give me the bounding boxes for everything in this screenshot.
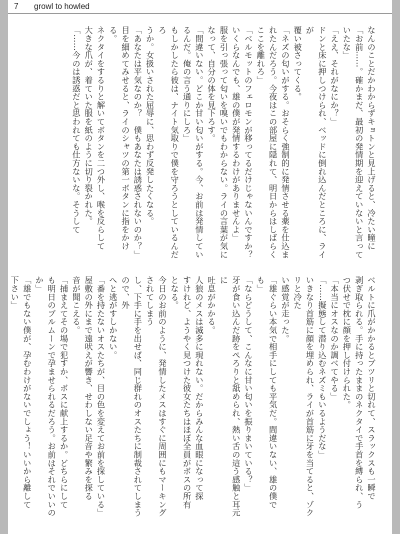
page-number: 7: [14, 2, 19, 11]
vertical-text-top-block: なんのことだかわからずキョトンと見上げると、冷たい瞳に 「お前……。確かまだ、最初の発情期を迎えていないと言って いたな」 「ええ、それがなにか？」 ドンと床に押しつけられ、ベッドに倒れ込んだところに、ライが 覆い被さってくる。 「ネズの匂いがする。おそらく強制的に発情させる薬を仕込ま れたんだろう。今夜はこの部屋に隠れて、明日からはしばらく ここを離れろ」 「ベルモットのフェロモンが移ってるだけじゃないんですか？ いくらなんでも、雄の僕が発情するわけがありませんよ」 服を引っ張って匂いを嗅いでもわからない。ライの言葉が気に なって、自分の体を見下ろす。 「間違いない。どこか甘い匂いがする。今、お前は発情してい るんだ。俺の言う通りにしろ」 もしかしたら彼は、ナイト気取りで僕を守ろうとしているんだろ うか。女扱いされた屈辱に、思わず反発したくなる。 「あなたは平気なのか？ 僕もあなたは誘惑されないのか？」 目を細めてみせると、ライのシャツの第一ボタンに指をかける。 ネクタイをするりと解いてボタンを二つ外し、喉を反らして 大きな爪が、着ていた服を紙のように切り裂かれた。 「……今のは誘惑だと思われても仕方ないな。そうして: [71, 26, 377, 259]
header-divider: [8, 13, 392, 14]
page-header: [8, 0, 392, 14]
vertical-text-bottom-block: ベルトに爪がかかるとブツリと切れて、スラックスも一瞬で 剥ぎ取られる。手に持ったままのネクタイで手首を縛られ、う つ伏せで枕に顔を押し付けられた。 「本当にオスなのか調べてやる」 「……擬態して潜り込むネズミもいるようだな」 いきなり首筋に顔を埋められ、ライが首筋に牙を当てると、ゾクリと冷た い感覚が走った。 「雄ぐらい本気で相手にしても平気だ。間違いない、雄の僕で も」 「ならどうして、こんなに甘い匂いを振りまいている？」 牙が食い込んだ跡をぺろりと舐められ、熱い舌の這う感触と耳元に 吐息がかかる。 人狼のメスは滅多に現れない。だからみんな血眼になって探 すけれど、ようやく見つけた彼女たちはほぼ全員がボスの所有 となる。 今日のお前のように、発情したメスはすぐに周囲にもマーキングされてしまう し、下手に手を出せば、同じ群れのオスたちに制裁されてしまうので、外 へと逃がすしかない。 「番を持たないオスたちが、目の色を変えてお前を探している」 屋敷の外にまで遠吠えが響き、せわしない足音や繁みを探る 音が聞こえる。 「捕まえてその場で犯すか、ボスに献上するか。どちらにして も明日のブルムーンで孕ませられるだろう。お前はそれでいいのか」 「雄でもない僕が、孕むわけがないでしょう！いいから離して 下さい」: [10, 276, 377, 517]
book-page: [8, 0, 392, 534]
running-title: growl to howled: [34, 2, 90, 11]
